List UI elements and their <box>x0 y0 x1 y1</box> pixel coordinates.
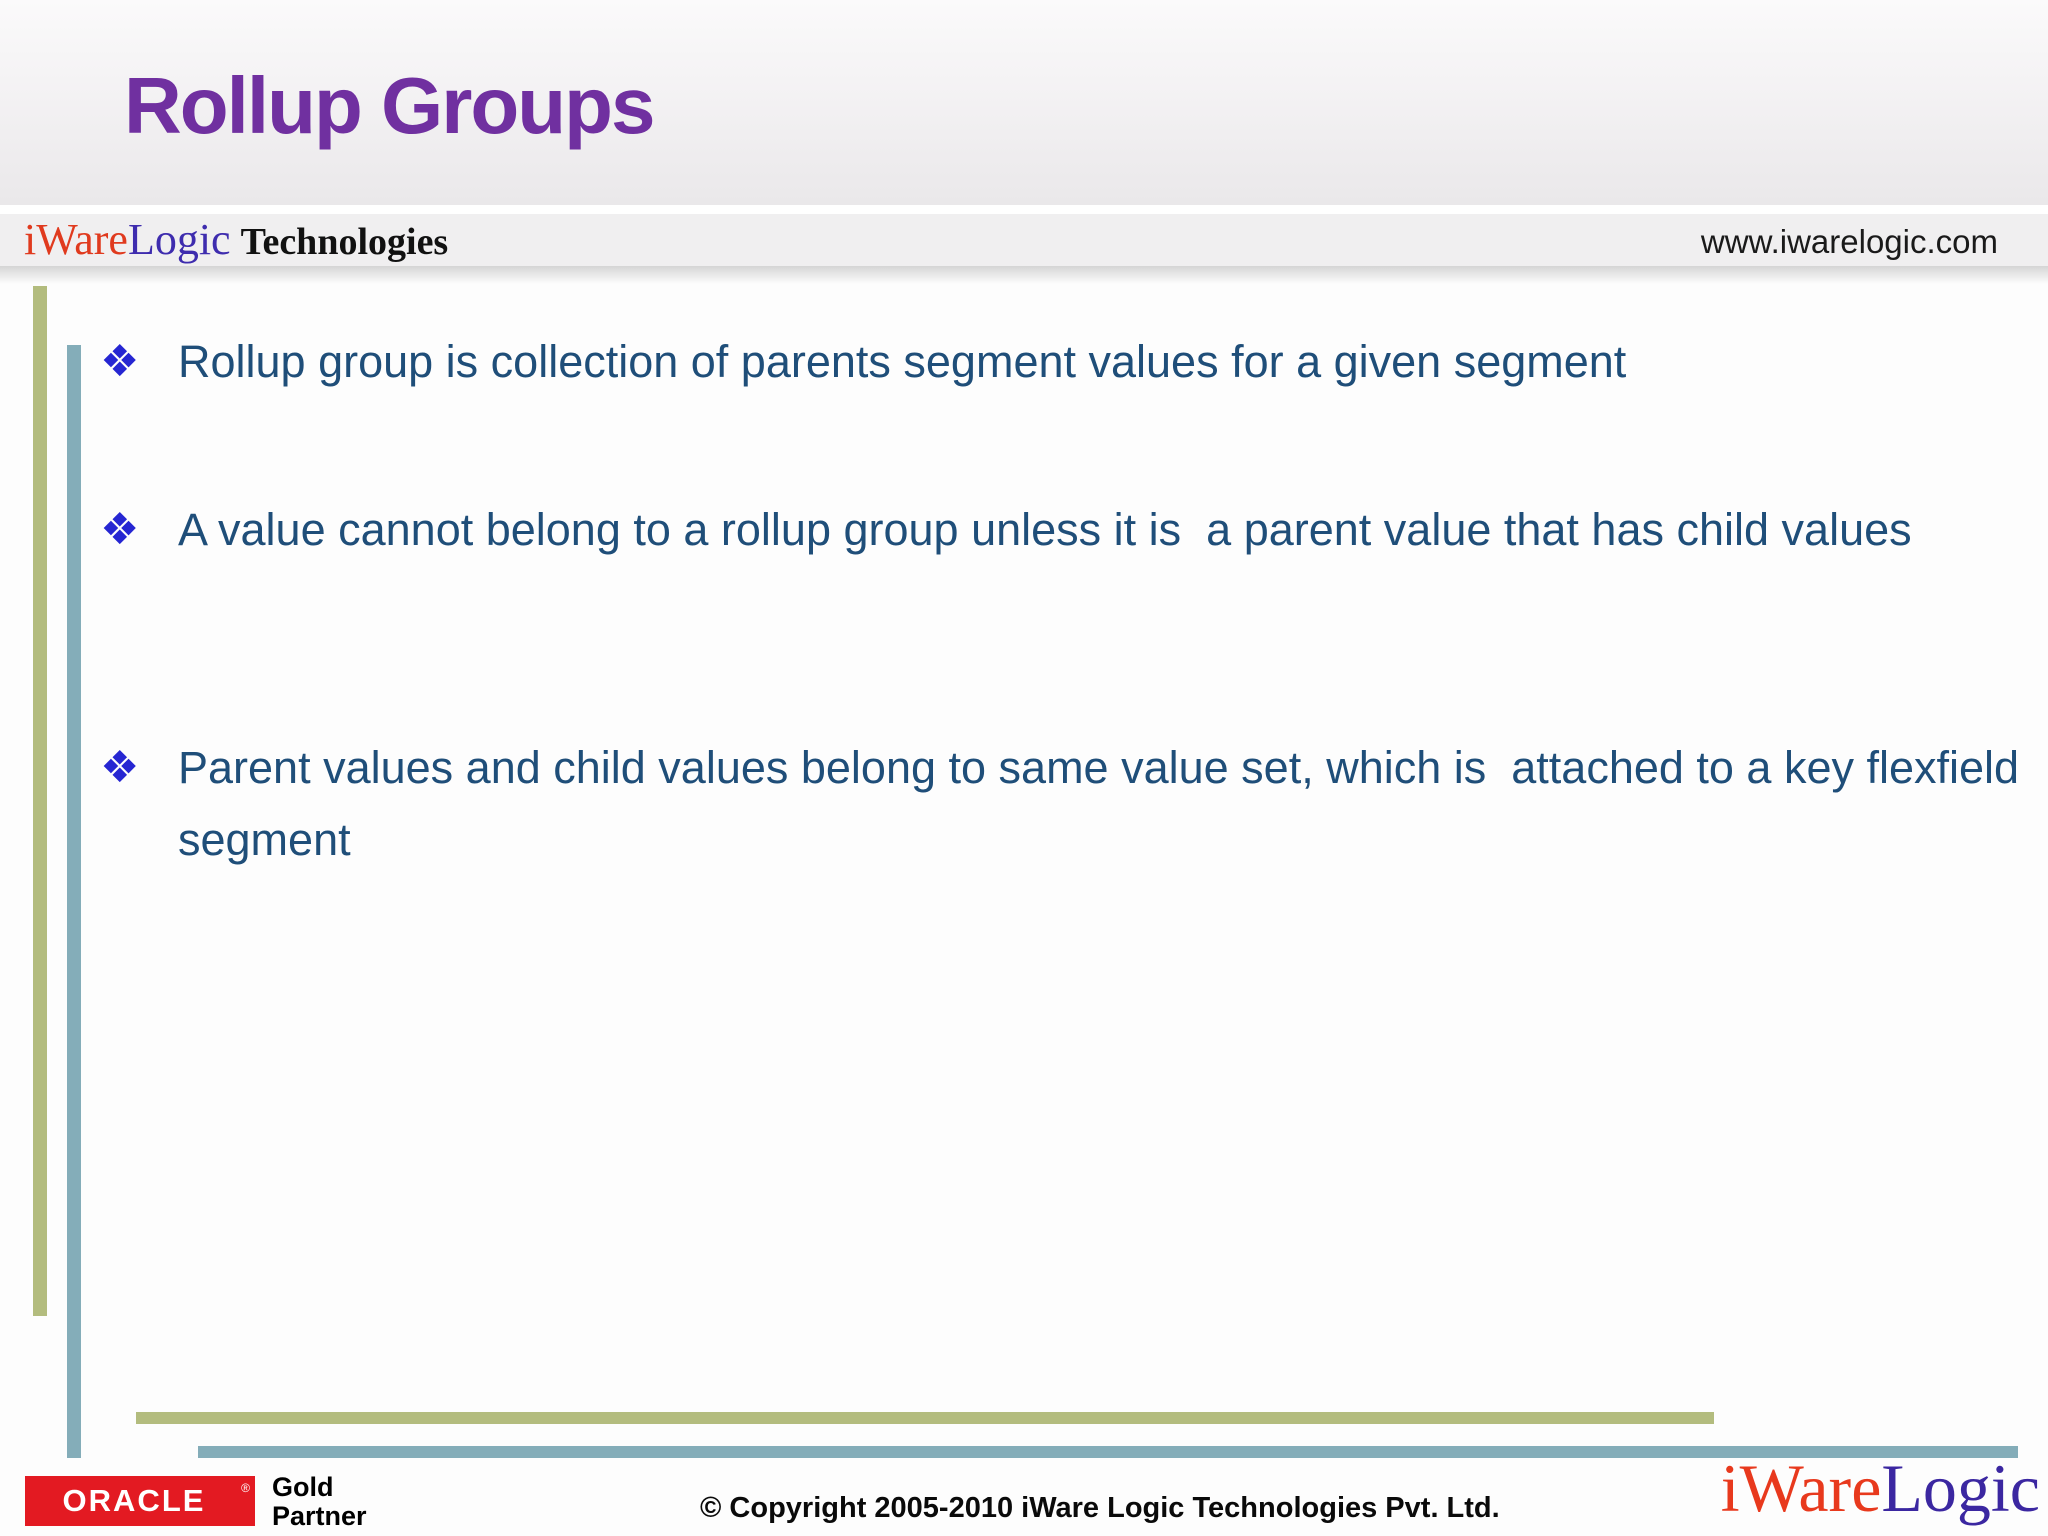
copyright-text: © Copyright 2005-2010 iWare Logic Technologies Pvt. Ltd. <box>700 1492 1500 1524</box>
header-logo-strip <box>0 214 2048 266</box>
band-separator <box>0 205 2048 214</box>
brand-name-part2: Logic <box>1881 1450 2040 1526</box>
bullet-text: Rollup group is collection of parents segment values for a given segment <box>178 336 1627 387</box>
oracle-logo <box>25 1476 255 1526</box>
bullet-text: A value cannot belong to a rollup group unless it is a parent value that has child values <box>178 504 1912 555</box>
diamond-bullet-icon: ❖ <box>100 336 140 387</box>
gold-partner-line2: Partner <box>272 1501 367 1531</box>
diamond-bullet-icon: ❖ <box>100 504 140 555</box>
company-logo <box>24 216 448 266</box>
bullet-text: Parent values and child values belong to same value set, which is attached to a key flexfield segment <box>178 742 2032 865</box>
gold-partner-line1: Gold <box>272 1472 334 1502</box>
bullet-item <box>100 494 2033 566</box>
horizontal-olive-bar <box>136 1412 1714 1424</box>
bullet-item <box>100 732 2033 876</box>
vertical-olive-bar <box>33 286 47 1316</box>
oracle-wordmark: ORACLE <box>62 1483 206 1518</box>
title-band <box>0 0 2048 205</box>
gold-partner-label <box>272 1473 367 1531</box>
page-title: Rollup Groups <box>124 61 654 150</box>
brand-name-part1: iWare <box>24 215 128 264</box>
website-url: www.iwarelogic.com <box>1700 223 1998 260</box>
vertical-teal-bar <box>67 345 81 1458</box>
bullet-item <box>100 326 2033 398</box>
footer-company-logo <box>1721 1450 2040 1526</box>
brand-suffix: Technologies <box>240 221 449 263</box>
strip-shadow <box>0 266 2048 284</box>
brand-name-part2: Logic <box>127 215 231 264</box>
diamond-bullet-icon: ❖ <box>100 742 140 793</box>
brand-name-part1: iWare <box>1720 1450 1882 1526</box>
registered-trademark-icon: ® <box>241 1481 250 1495</box>
